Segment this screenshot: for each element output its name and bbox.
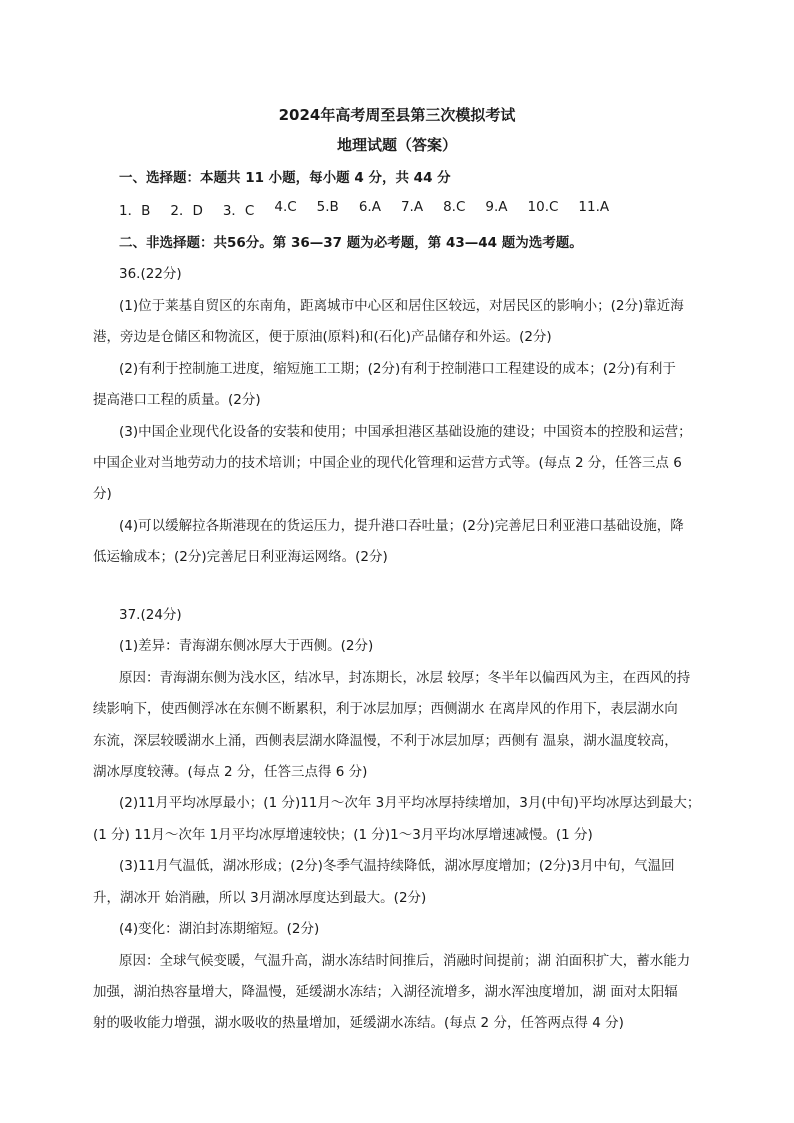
- choice-answers-row: [119, 199, 629, 219]
- answer-7: 7.A: [400, 199, 424, 215]
- q37-header: 37.(24分): [119, 607, 182, 623]
- q36-header: 36.(22分): [119, 266, 182, 282]
- exam-title: 2024年高考周至县第三次模拟考试: [278, 106, 516, 124]
- q37-line: 湖冰厚度较薄。(每点 2 分，任答三点得 6 分): [93, 764, 368, 780]
- answer-10: 10.C: [527, 199, 559, 215]
- exam-subtitle: 地理试题（答案）: [336, 136, 457, 154]
- answer-9: 9.A: [485, 199, 508, 215]
- q37-line: 原因：全球气候变暖，气温升高，湖水冻结时间推后，消融时间提前；湖 泊面积扩大，蓄水能力: [119, 953, 691, 969]
- q36-line: 低运输成本；(2分)完善尼日利亚海运网络。(2分): [93, 549, 388, 565]
- answer-1: 1．B: [119, 203, 151, 219]
- q36-line: (2)有利于控制施工进度，缩短施工工期；(2分)有利于控制港口工程建设的成本；(2分)有利于: [119, 361, 676, 377]
- q37-line: 东流，深层较暖湖水上涌，西侧表层湖水降温慢，不利于冰层加厚；西侧有 温泉，湖水温度较高，: [93, 733, 678, 749]
- q37-line: (2)11月平均冰厚最小；(1 分)11月～次年 3月平均冰厚持续增加，3月(中旬)平均冰厚达到最大；: [119, 795, 701, 811]
- q37-line: 续影响下，使西侧浮冰在东侧不断累积，利于冰层加厚；西侧湖水 在离岸风的作用下，表层湖水向: [93, 701, 678, 717]
- q36-line: (1)位于莱基自贸区的东南角，距离城市中心区和居住区较远，对居民区的影响小；(2分)靠近海: [119, 298, 684, 314]
- answer-5: 5.B: [316, 199, 339, 215]
- answer-11: 11.A: [578, 199, 610, 215]
- q37-line: (4)变化：湖泊封冻期缩短。(2分): [119, 921, 320, 937]
- q36-line: (4)可以缓解拉各斯港现在的货运压力，提升港口吞吐量；(2分)完善尼日利亚港口基础设施，降: [119, 518, 684, 534]
- q37-line: 升，湖冰开 始消融，所以 3月湖冰厚度达到最大。(2分): [93, 890, 427, 906]
- section1-heading: 一、选择题：本题共 11 小题，每小题 4 分，共 44 分: [119, 170, 451, 186]
- answer-4: 4.C: [274, 199, 297, 215]
- q36-line: 港，旁边是仓储区和物流区，便于原油(原料)和(石化)产品储存和外运。(2分): [93, 329, 552, 345]
- q37-line: (1 分) 11月～次年 1月平均冰厚增速较快；(1 分)1～3月平均冰厚增速减慢。(1 分): [93, 827, 593, 843]
- q37-line: 加强，湖泊热容量增大，降温慢，延缓湖水冻结；入湖径流增多，湖水浑浊度增加，湖 面对太阳辐: [93, 984, 678, 1000]
- q37-line: (3)11月气温低，湖冰形成；(2分)冬季气温持续降低，湖冰厚度增加；(2分)3月中旬，气温回: [119, 858, 675, 874]
- q37-line: (1)差异：青海湖东侧冰厚大于西侧。(2分): [119, 638, 374, 654]
- q36-line: 提高港口工程的质量。(2分): [93, 392, 261, 408]
- answer-8: 8.C: [443, 199, 466, 215]
- q37-line: 原因：青海湖东侧为浅水区，结冰早，封冻期长，冰层 较厚；冬半年以偏西风为主，在西风的持: [119, 670, 691, 686]
- q36-line: 分): [93, 486, 112, 502]
- q37-line: 射的吸收能力增强，湖水吸收的热量增加，延缓湖水冻结。(每点 2 分，任答两点得 4 分): [93, 1015, 624, 1031]
- answer-3: 3．C: [222, 203, 255, 219]
- answer-6: 6.A: [358, 199, 381, 215]
- q36-line: 中国企业对当地劳动力的技术培训；中国企业的现代化管理和运营方式等。(每点 2 分，任答三点 6: [93, 455, 682, 471]
- answer-2: 2．D: [170, 203, 203, 219]
- section2-heading: 二、非选择题：共56分。第 36—37 题为必考题，第 43—44 题为选考题。: [119, 235, 583, 251]
- q36-line: (3)中国企业现代化设备的安装和使用；中国承担港区基础设施的建设；中国资本的控股和运营；: [119, 424, 692, 440]
